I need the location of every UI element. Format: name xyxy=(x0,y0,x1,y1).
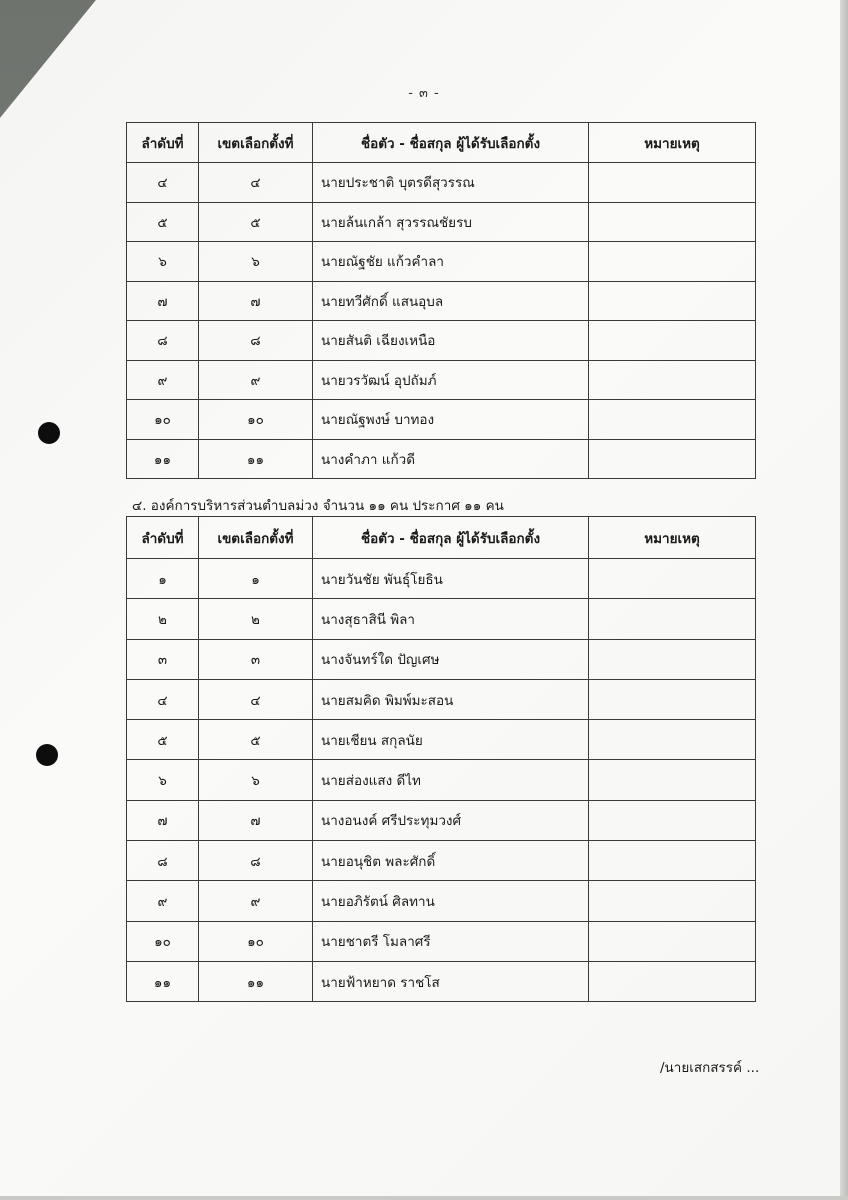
cell-name: นายอภิรัตน์ ศิลทาน xyxy=(313,881,589,921)
cell-district: ๙ xyxy=(199,360,313,400)
cell-district: ๖ xyxy=(199,242,313,282)
cell-order: ๙ xyxy=(127,360,199,400)
cell-name: นางอนงค์ ศรีประทุมวงศ์ xyxy=(313,800,589,840)
table-row xyxy=(127,559,756,599)
cell-order: ๒ xyxy=(127,599,199,639)
cell-order: ๑๑ xyxy=(127,439,199,479)
cell-order: ๑๑ xyxy=(127,961,199,1001)
cell-order: ๑๐ xyxy=(127,921,199,961)
cell-district: ๘ xyxy=(199,321,313,361)
table-row xyxy=(127,720,756,760)
cell-order: ๕ xyxy=(127,202,199,242)
table-row xyxy=(127,800,756,840)
cell-order: ๘ xyxy=(127,321,199,361)
table-header-row xyxy=(127,123,756,163)
cell-name: นายณัฐชัย แก้วคำลา xyxy=(313,242,589,282)
cell-order: ๕ xyxy=(127,720,199,760)
column-header-remark: หมายเหตุ xyxy=(589,517,756,559)
column-header-district: เขตเลือกตั้งที่ xyxy=(199,517,313,559)
cell-remark xyxy=(589,163,756,203)
elected-members-table-2 xyxy=(126,516,756,1002)
table-row xyxy=(127,360,756,400)
table-row xyxy=(127,400,756,440)
cell-remark xyxy=(589,760,756,800)
cell-name: นายอนุชิต พละศักดิ์ xyxy=(313,841,589,881)
page-edge xyxy=(0,1196,848,1200)
cell-order: ๑๐ xyxy=(127,400,199,440)
cell-remark xyxy=(589,281,756,321)
cell-name: นายทวีศักดิ์ แสนอุบล xyxy=(313,281,589,321)
cell-district: ๑๑ xyxy=(199,961,313,1001)
section-4-heading: ๔. องค์การบริหารส่วนตำบลม่วง จำนวน ๑๑ คน ประกาศ ๑๑ คน xyxy=(132,498,504,514)
cell-district: ๑๑ xyxy=(199,439,313,479)
table-row xyxy=(127,439,756,479)
cell-remark xyxy=(589,961,756,1001)
table-row xyxy=(127,321,756,361)
cell-district: ๓ xyxy=(199,639,313,679)
cell-district: ๒ xyxy=(199,599,313,639)
cell-name: นางคำภา แก้วดี xyxy=(313,439,589,479)
cell-remark xyxy=(589,800,756,840)
cell-district: ๑๐ xyxy=(199,921,313,961)
cell-district: ๑ xyxy=(199,559,313,599)
cell-district: ๕ xyxy=(199,720,313,760)
cell-name: นายวันชัย พันธุ์โยธิน xyxy=(313,559,589,599)
cell-order: ๗ xyxy=(127,800,199,840)
table-row xyxy=(127,163,756,203)
table-row xyxy=(127,599,756,639)
table-row xyxy=(127,921,756,961)
cell-district: ๕ xyxy=(199,202,313,242)
cell-name: นายเชียน สกุลนัย xyxy=(313,720,589,760)
column-header-order: ลำดับที่ xyxy=(127,517,199,559)
cell-remark xyxy=(589,439,756,479)
cell-name: นายล้นเกล้า สุวรรณชัยรบ xyxy=(313,202,589,242)
cell-remark xyxy=(589,639,756,679)
cell-remark xyxy=(589,242,756,282)
cell-remark xyxy=(589,841,756,881)
cell-remark xyxy=(589,881,756,921)
cell-district: ๘ xyxy=(199,841,313,881)
cell-remark xyxy=(589,720,756,760)
cell-name: นางสุธาสินี พิลา xyxy=(313,599,589,639)
cell-remark xyxy=(589,921,756,961)
cell-district: ๑๐ xyxy=(199,400,313,440)
punch-hole xyxy=(38,422,60,444)
table-row xyxy=(127,242,756,282)
page-number: - ๓ - xyxy=(408,86,440,101)
table-row xyxy=(127,841,756,881)
column-header-district: เขตเลือกตั้งที่ xyxy=(199,123,313,163)
cell-order: ๖ xyxy=(127,242,199,282)
cell-name: นายสมคิด พิมพ์มะสอน xyxy=(313,679,589,719)
table-row xyxy=(127,760,756,800)
elected-members-table-1 xyxy=(126,122,756,479)
cell-order: ๖ xyxy=(127,760,199,800)
column-header-name: ชื่อตัว - ชื่อสกุล ผู้ได้รับเลือกตั้ง xyxy=(313,517,589,559)
cell-name: นายชาตรี โมลาศรี xyxy=(313,921,589,961)
table-header-row xyxy=(127,517,756,559)
cell-order: ๙ xyxy=(127,881,199,921)
cell-remark xyxy=(589,599,756,639)
cell-order: ๘ xyxy=(127,841,199,881)
cell-order: ๔ xyxy=(127,163,199,203)
column-header-remark: หมายเหตุ xyxy=(589,123,756,163)
cell-remark xyxy=(589,360,756,400)
cell-remark xyxy=(589,400,756,440)
cell-name: นางจันทร์ใด ปัญเศษ xyxy=(313,639,589,679)
cell-name: นายวรวัฒน์ อุปถัมภ์ xyxy=(313,360,589,400)
cell-order: ๓ xyxy=(127,639,199,679)
table-row xyxy=(127,281,756,321)
cell-district: ๗ xyxy=(199,800,313,840)
cell-remark xyxy=(589,202,756,242)
cell-remark xyxy=(589,321,756,361)
cell-order: ๑ xyxy=(127,559,199,599)
cell-district: ๙ xyxy=(199,881,313,921)
column-header-name: ชื่อตัว - ชื่อสกุล ผู้ได้รับเลือกตั้ง xyxy=(313,123,589,163)
cell-district: ๔ xyxy=(199,679,313,719)
cell-district: ๖ xyxy=(199,760,313,800)
table-row xyxy=(127,639,756,679)
cell-name: นายณัฐพงษ์ บาทอง xyxy=(313,400,589,440)
cell-order: ๔ xyxy=(127,679,199,719)
cell-remark xyxy=(589,679,756,719)
cell-name: นายฟ้าหยาด ราชโส xyxy=(313,961,589,1001)
cell-name: นายสันติ เฉียงเหนือ xyxy=(313,321,589,361)
page-edge xyxy=(840,0,848,1200)
cell-district: ๔ xyxy=(199,163,313,203)
continuation-text: /นายเสกสรรค์ ... xyxy=(660,1060,760,1076)
table-row xyxy=(127,202,756,242)
column-header-order: ลำดับที่ xyxy=(127,123,199,163)
cell-district: ๗ xyxy=(199,281,313,321)
cell-name: นายประชาติ บุตรดีสุวรรณ xyxy=(313,163,589,203)
cell-name: นายส่องแสง ดีไท xyxy=(313,760,589,800)
cell-remark xyxy=(589,559,756,599)
table-row xyxy=(127,961,756,1001)
table-row xyxy=(127,679,756,719)
cell-order: ๗ xyxy=(127,281,199,321)
punch-hole xyxy=(36,744,58,766)
table-row xyxy=(127,881,756,921)
